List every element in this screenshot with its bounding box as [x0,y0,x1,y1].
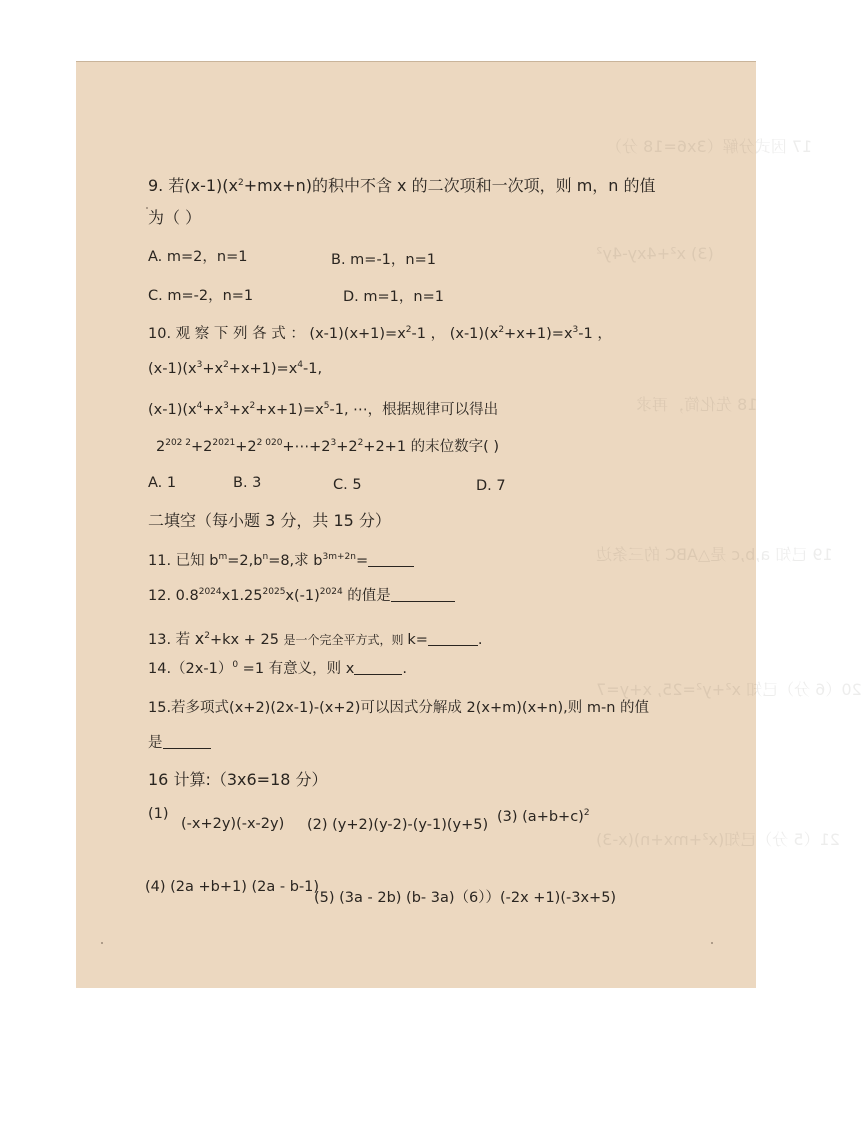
q13-answer-blank [428,631,478,646]
bleed-through-text: 20（6 分）已知 x²+y²=25, x+y=7 [596,680,862,699]
q16-part4-expression: (4) (2a +b+1) (2a - b-1) [145,879,320,895]
q9-option-d: D. m=1，n=1 [343,289,444,305]
bleed-through-text: 19 已知 a,b,c 是△ABC 的三条边 [596,545,833,564]
q10-option-c: C. 5 [333,477,362,493]
q16-part1-expression: (-x+2y)(-x-2y) [181,816,285,832]
q9-stem-line1: 9. 若$(x-1)(x^2+mx+n)$的积中不含 x 的二次项和一次项，则 m，n 的值 [148,176,656,195]
q16-part5-6-expression: (5) (3a - 2b) (b- 3a)（6））(-2x +1)(-3x+5) [314,890,617,906]
q10-stem-line2: $(x-1)(x^3+x^2+x+1)=x^4-1$, [148,360,323,377]
q11-answer-blank [368,552,414,567]
q16-part1-number: (1) [148,806,169,822]
q10-option-a: A. 1 [148,475,177,491]
bleed-through-text: (3) x²+4xy-4y² [596,244,714,263]
q14-stem: $14.(2x-1)^0 =1$ 有意义，则 x . [148,660,407,677]
bleed-through-text: 18 先化简，再求 [636,395,758,414]
q12-stem: 12. $0.8^{2024}x1.25^{2025}x(-1)^{2024}$ 的值是 [148,586,455,606]
q13-stem: 13. 若 $x^2+kx + 25$ 是一个完全平方式，则 k= . [148,629,483,648]
bleed-through-text: 17 因式分解（3x6=18 分） [606,137,813,156]
q16-part2-expression: (2) (y+2)(y-2)-(y-1)(y+5) [307,817,489,833]
q10-option-b: B. 3 [233,475,262,491]
q15-answer-blank [163,734,211,749]
q9-option-a: A. m=2，n=1 [148,249,248,265]
q10-stem-line3: $(x-1)(x^4+x^3+x^2+x+1)=x^5-1$, ⋯，根据规律可以得出 [148,401,499,418]
q15-stem-line2: 是 [148,733,211,753]
paper-speck [101,942,103,944]
q10-option-d: D. 7 [476,478,506,494]
paper-speck [711,942,713,944]
q16-part3-expression: (3) $(a+b+c)^2$ [497,808,590,825]
q11-stem: 11. 已知 $b^m=2,b^n=8$,求 $b^{3m+2n}=$ [148,551,414,571]
section-heading-fill-in: 二填空（每小题 3 分，共 15 分） [148,511,391,530]
bleed-through-text: 21（5 分）已知(x²+mx+n)(x-3) [596,830,840,849]
q9-option-c: C. m=-2，n=1 [148,288,254,304]
exam-page [76,61,862,988]
q12-answer-blank [391,587,455,602]
q14-answer-blank [354,660,402,675]
q15-stem-line1: 15.若多项式(x+2)(2x-1)-(x+2)可以因式分解成 2(x+m)(x+n),则 m-n 的值 [148,700,650,716]
q9-stem-line2: 为（ ） [148,208,202,227]
q10-stem-line1: 10. 观 察 下 列 各 式 ： $(x-1)(x+1)=x^2-1$ ， $(x-1)(x^2+x+1)=x^3-1$ ， [148,325,612,342]
q16-title: 16 计算:（3x6=18 分） [148,770,328,789]
q9-option-b: B. m=-1，n=1 [331,252,436,268]
q10-stem-line4: $2^{202 2}+2^{2021}+2^{2 020}+\cdots+2^3+2^2+2+1$ 的末位数字( ) [156,438,500,455]
